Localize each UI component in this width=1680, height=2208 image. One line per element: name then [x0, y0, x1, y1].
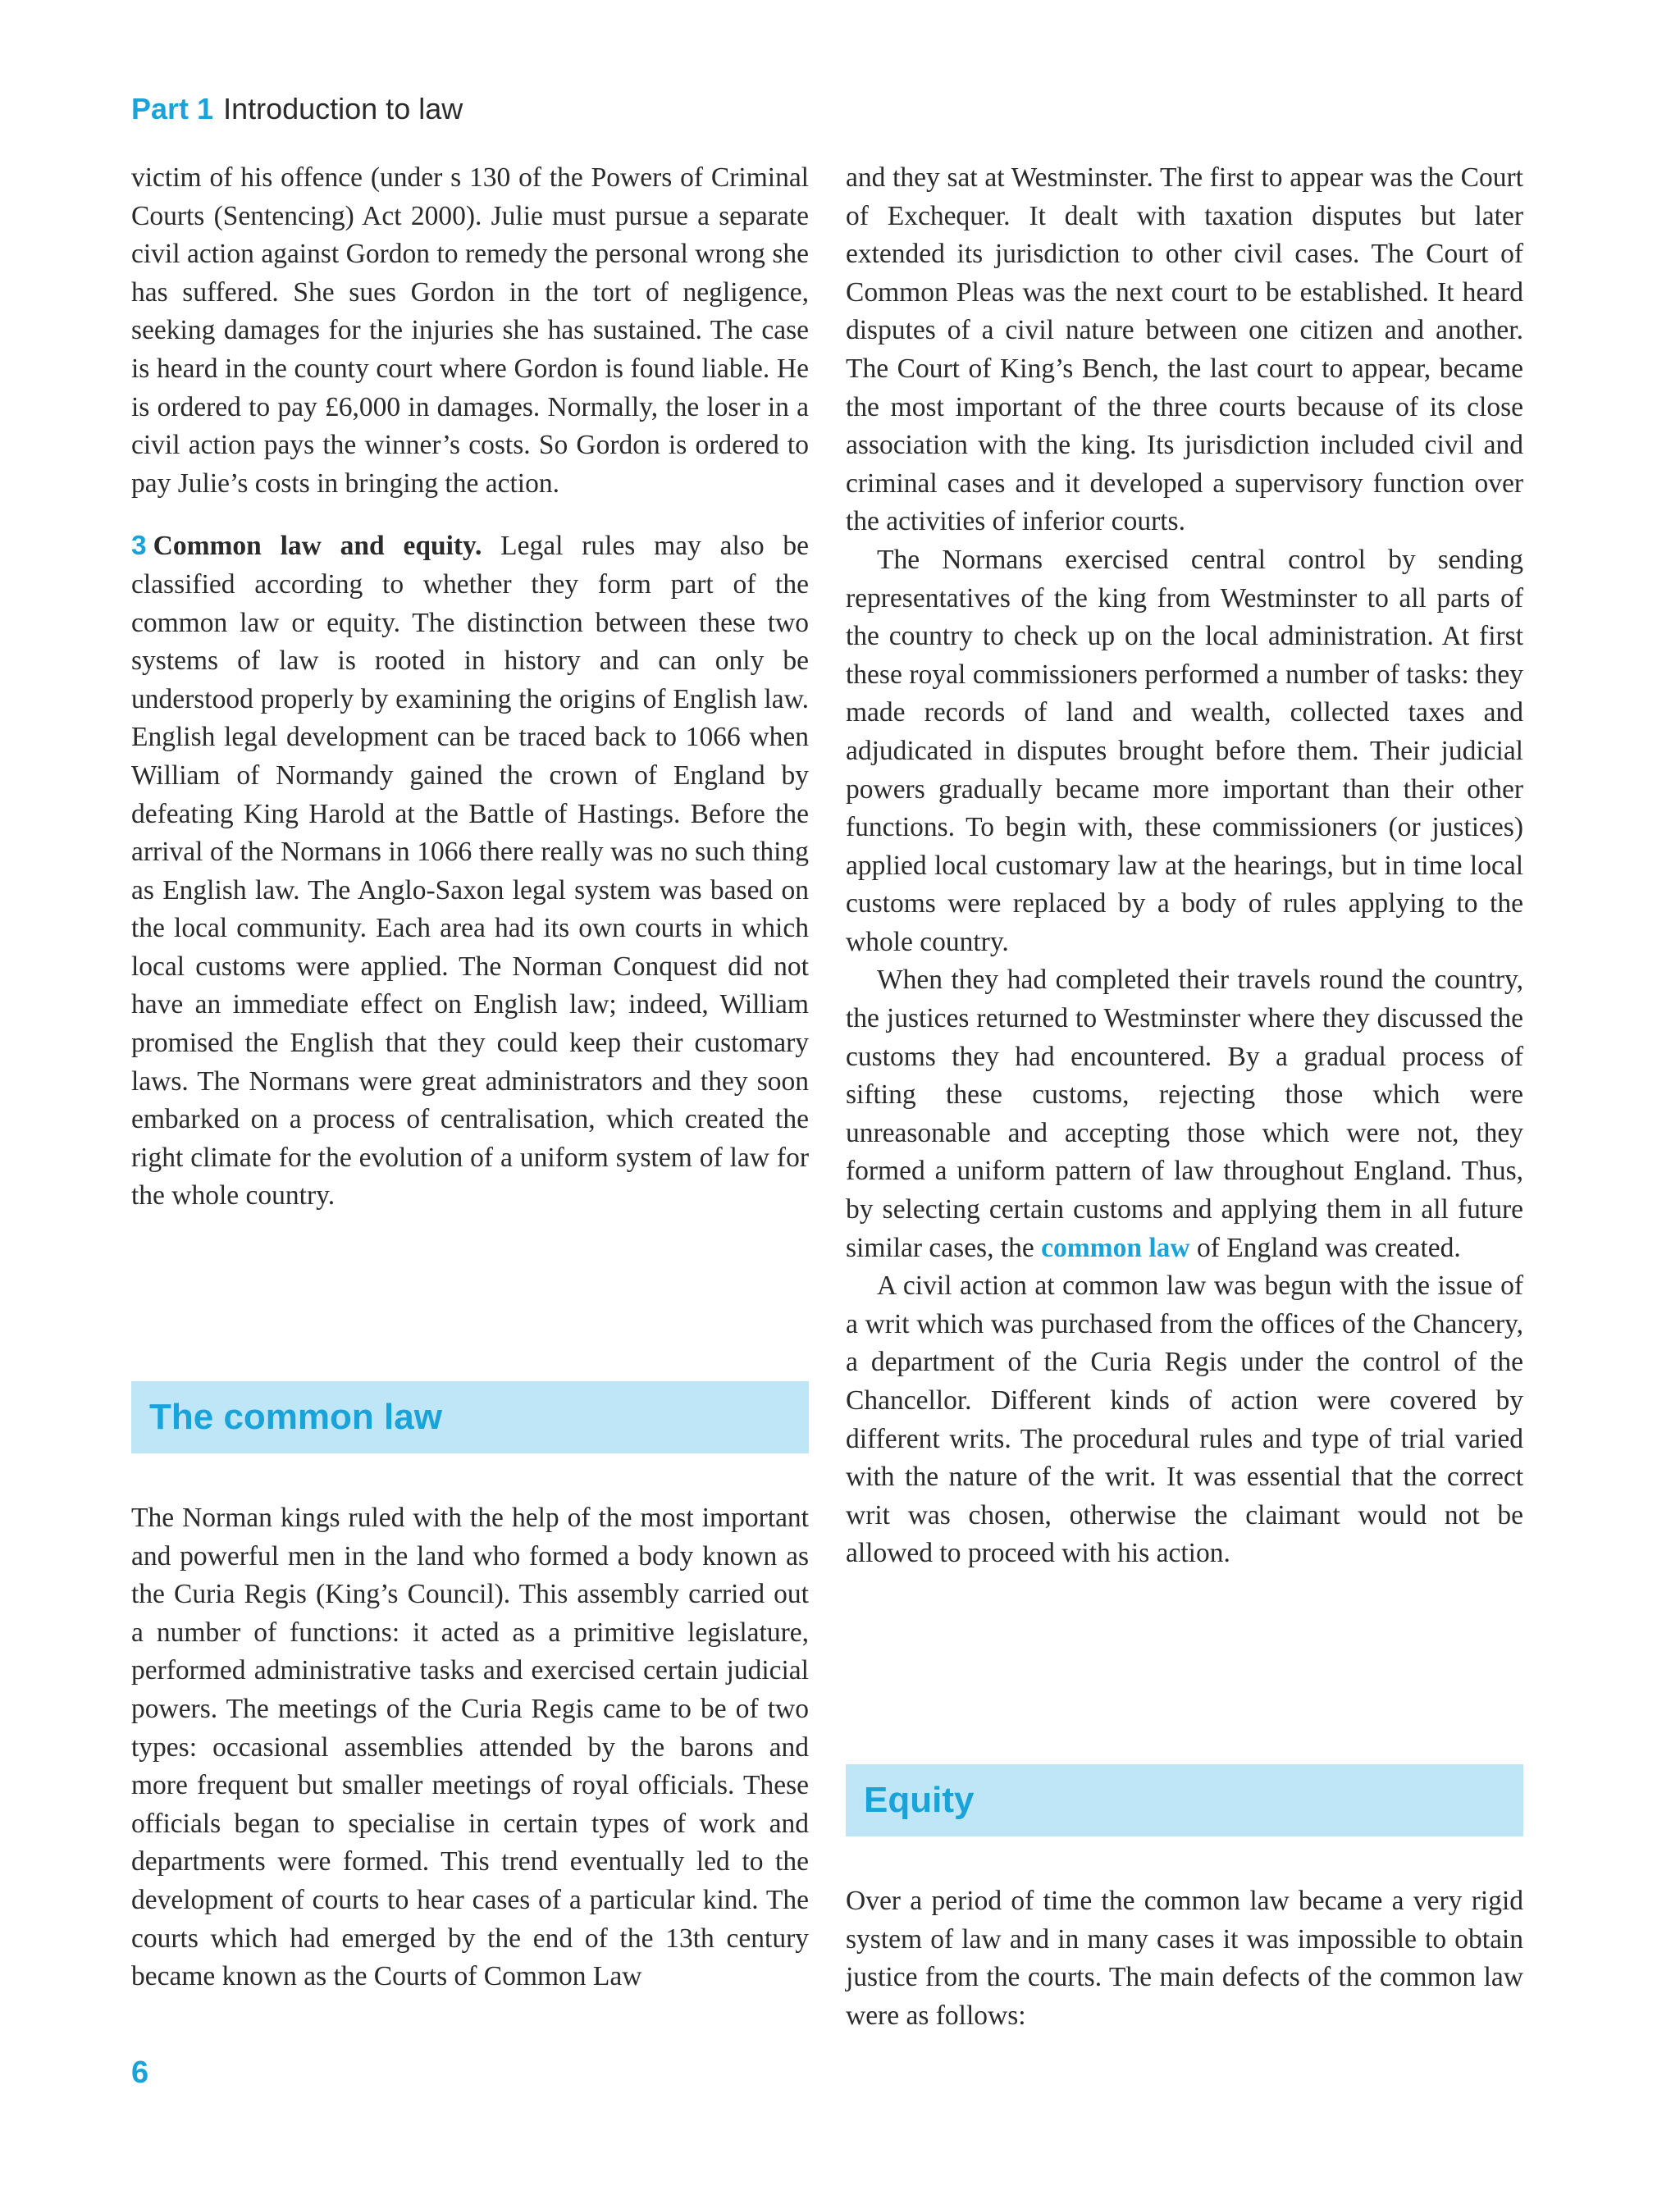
page-number: 6: [131, 2055, 149, 2090]
paragraph: [846, 961, 1523, 1267]
paragraph-text: When they had completed their travels round the country, the justices returned to Westminster where they discussed the customs they had encountered. By a gradual process of sifting these customs, rejecting those which were unreasonable and accepting those which were not, they formed a uniform pattern of law throughout England. Thus, by selecting certain customs and applying them in all future similar cases, the: [846, 965, 1523, 1263]
paragraph: Over a period of time the common law became a very rigid system of law and in many cases it was impossible to obtain justice from the courts. The main defects of the common law were as follows:: [846, 1886, 1523, 2031]
right-column-lower: [846, 1882, 1523, 2035]
paragraph: A civil action at common law was begun with the issue of a writ which was purchased from the offices of the Chancery, a department of the Curia Regis under the control of the Chancellor. Different kinds of action were covered by different writs. The procedural rules and type of trial varied with the nature of the writ. It was essential that the correct writ was chosen, otherwise the claimant would not be allowed to proceed with his action.: [846, 1271, 1523, 1569]
running-header: [131, 92, 463, 126]
chapter-title: Introduction to law: [223, 92, 463, 125]
left-column: [131, 159, 809, 1216]
key-term: common law: [1041, 1232, 1190, 1263]
item-title: Common law and equity.: [153, 531, 482, 562]
left-column-lower: [131, 1499, 809, 1996]
right-column: [846, 159, 1523, 1573]
part-label: Part 1: [131, 92, 214, 125]
numbered-item-3: [131, 527, 809, 1216]
section-heading-common-law: The common law: [131, 1381, 809, 1453]
paragraph: The Normans exercised central control by sending representatives of the king from Westminster to all parts of the country to check up on the local administration. At first these royal commissioners performed a number of tasks: they made records of land and wealth, collected taxes and adjudicated in disputes brought before them. Their judicial powers gradually became more important than their other functions. To begin with, these commissioners (or justices) applied local customary law at the hearings, but in time local customs were replaced by a body of rules applying to the whole country.: [846, 544, 1523, 957]
section-heading-equity: Equity: [846, 1764, 1523, 1836]
paragraph: victim of his offence (under s 130 of the Powers of Criminal Courts (Sentencing) Act 2000). Julie must pursue a separate civil action against Gordon to remedy the personal wrong she has suffered. She sues Gordon in the tort of negligence, seeking damages for the injuries she has sustained. The case is heard in the county court where Gordon is found liable. He is ordered to pay £6,000 in damages. Normally, the loser in a civil action pays the winner’s costs. So Gordon is ordered to pay Julie’s costs in bringing the action.: [131, 162, 809, 499]
paragraph: and they sat at Westminster. The first to appear was the Court of Exchequer. It dealt with taxation disputes but later extended its jurisdiction to other civil cases. The Court of Common Pleas was the next court to be established. It heard disputes of a civil nature between one citizen and another. The Court of King’s Bench, the last court to appear, became the most important of the three courts because of its close association with the king. Its jurisdiction included civil and criminal cases and it developed a supervisory function over the activities of inferior courts.: [846, 162, 1523, 537]
item-number: 3: [131, 531, 147, 562]
item-text: Legal rules may also be classified according to whether they form part of the common law or equity. The distinction between these two systems of law is rooted in history and can only be understood properly by examining the origins of English law. English legal development can be traced back to 1066 when William of Normandy gained the crown of England by defeating King Harold at the Battle of Hastings. Before the arrival of the Normans in 1066 there really was no such thing as English law. The Anglo-Saxon legal system was based on the local community. Each area had its own courts in which local customs were applied. The Norman Conquest did not have an immediate effect on English law; indeed, William promised the English that they could keep their customary laws. The Normans were great administrators and they soon embarked on a process of centralisation, which created the right climate for the evolution of a uniform system of law for the whole country.: [131, 531, 809, 1211]
paragraph-text-end: of England was created.: [1189, 1232, 1461, 1263]
paragraph: The Norman kings ruled with the help of the most important and powerful men in the land who formed a body known as the Curia Regis (King’s Council). This assembly carried out a number of functions: it acted as a primitive legislature, performed administrative tasks and exercised certain judicial powers. The meetings of the Curia Regis came to be of two types: occasional assemblies attended by the barons and more frequent but smaller meetings of royal officials. These officials began to specialise in certain types of work and departments were formed. This trend eventually led to the development of courts to hear cases of a particular kind. The courts which had emerged by the end of the 13th century became known as the Courts of Common Law: [131, 1503, 809, 1992]
